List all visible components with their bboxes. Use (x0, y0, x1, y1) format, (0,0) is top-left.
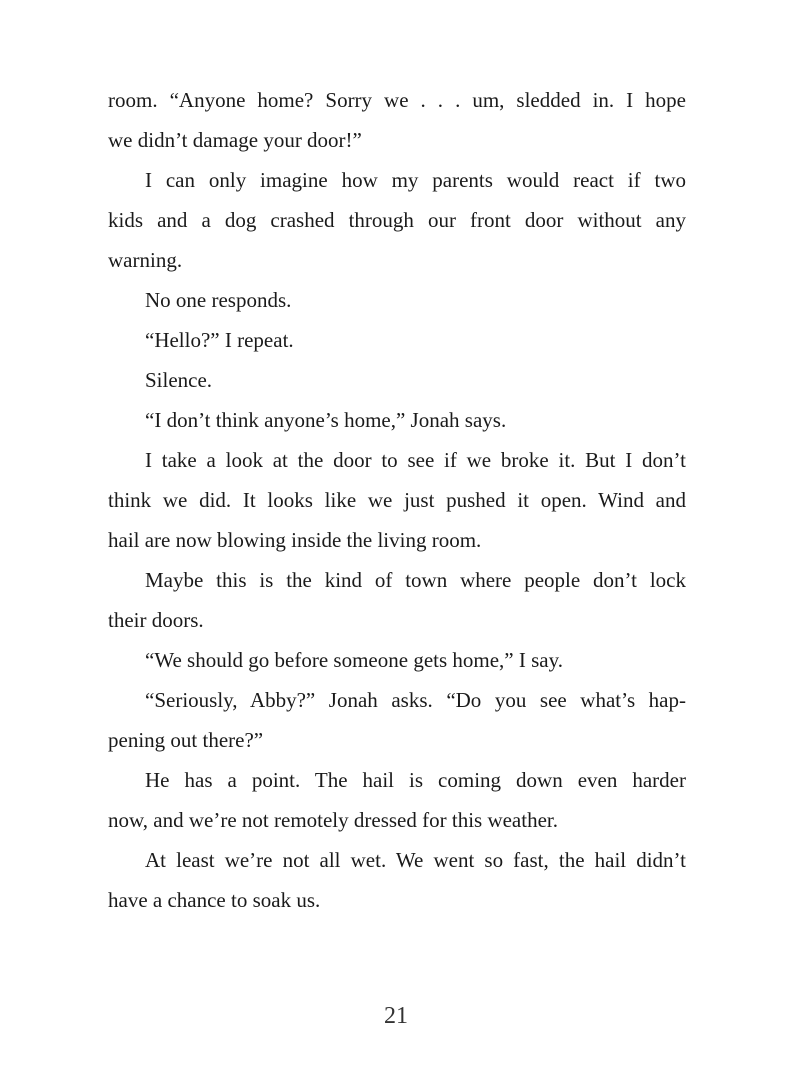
text-line: kids and a dog crashed through our front door without any (108, 208, 686, 232)
text-line: now, and we’re not remotely dressed for this weather. (108, 808, 558, 832)
text-line: At least we’re not all wet. We went so fast, the hail didn’t (145, 848, 686, 872)
text-line: have a chance to soak us. (108, 888, 321, 912)
text-line: “We should go before someone gets home,” I say. (145, 648, 563, 672)
text-line: I can only imagine how my parents would react if two (145, 168, 686, 192)
text-line: think we did. It looks like we just pushed it open. Wind and (108, 488, 686, 512)
text-line: “I don’t think anyone’s home,” Jonah says. (145, 408, 507, 432)
text-line: warning. (108, 248, 183, 272)
text-line: I take a look at the door to see if we broke it. But I don’t (145, 448, 686, 472)
text-line: room. “Anyone home? Sorry we . . . um, sledded in. I hope (108, 88, 686, 112)
text-line: Silence. (145, 368, 213, 392)
text-line: “Hello?” I repeat. (145, 328, 294, 352)
page-number: 21 (384, 1003, 408, 1029)
text-line: we didn’t damage your door!” (108, 128, 362, 152)
text-line: “Seriously, Abby?” Jonah asks. “Do you see what’s hap- (145, 688, 686, 712)
text-line: hail are now blowing inside the living room. (108, 528, 482, 552)
text-line: their doors. (108, 608, 204, 632)
text-line: He has a point. The hail is coming down even harder (145, 768, 686, 792)
text-line: Maybe this is the kind of town where people don’t lock (145, 568, 686, 592)
text-line: pening out there?” (108, 728, 264, 752)
page-body-text (108, 80, 686, 920)
text-line: No one responds. (145, 288, 292, 312)
